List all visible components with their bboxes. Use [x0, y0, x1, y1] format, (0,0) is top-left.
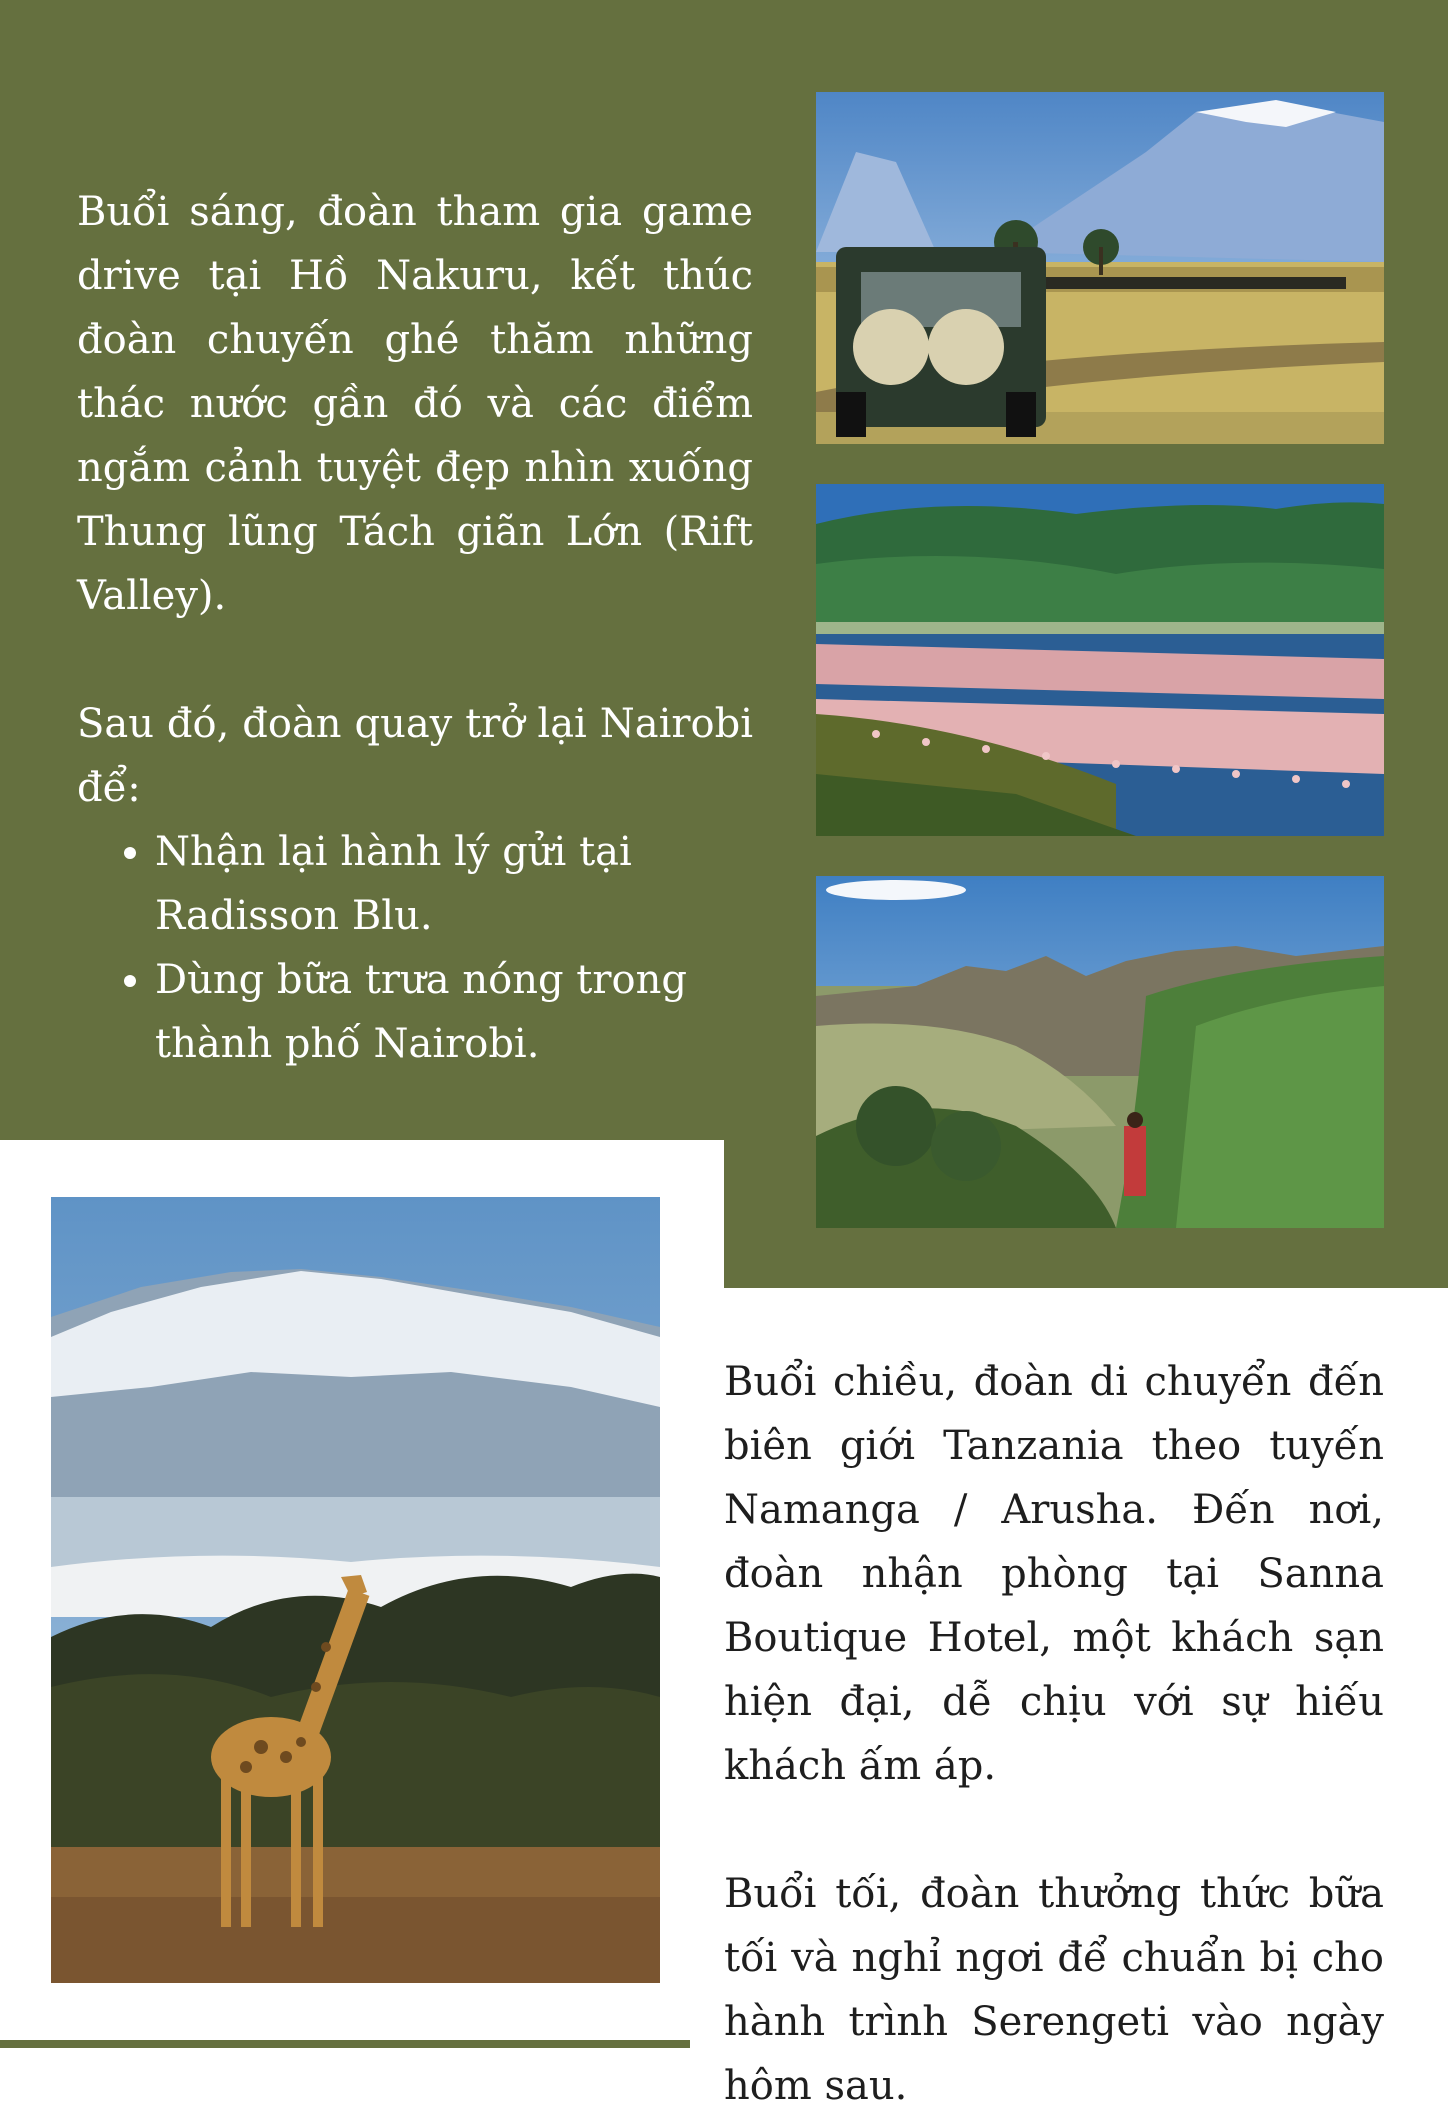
list-item: • Nhận lại hành lý gửi tại Radisson Blu.	[155, 820, 753, 948]
rift-valley-photo	[816, 876, 1384, 1228]
flamingo-lake-photo	[816, 484, 1384, 836]
morning-paragraph: Buổi sáng, đoàn tham gia game drive tại Hồ Nakuru, kết thúc đoàn chuyến ghé thăm những thác nước gần đó và các điểm ngắm cảnh tuyệt đẹp nhìn xuống Thung lũng Tách giãn Lớn (Rift Valley).	[77, 189, 753, 619]
top-text-block	[77, 180, 753, 1076]
list-item: • Dùng bữa trưa nóng trong thành phố Nairobi.	[155, 948, 753, 1076]
return-paragraph: Sau đó, đoàn quay trở lại Nairobi để:	[77, 701, 753, 811]
bottom-border-strip	[0, 2040, 690, 2048]
safari-jeep-photo	[816, 92, 1384, 444]
bottom-text-block	[724, 1350, 1384, 2118]
afternoon-paragraph: Buổi chiều, đoàn di chuyển đến biên giới Tanzania theo tuyến Namanga / Arusha. Đến nơi, đoàn nhận phòng tại Sanna Boutique Hotel, một khách sạn hiện đại, dễ chịu với sự hiếu khách ấm áp.	[724, 1359, 1384, 1789]
task-list	[77, 820, 753, 1076]
evening-paragraph: Buổi tối, đoàn thưởng thức bữa tối và nghỉ ngơi để chuẩn bị cho hành trình Serengeti vào ngày hôm sau.	[724, 1871, 1384, 2109]
kilimanjaro-giraffe-photo	[51, 1197, 660, 1983]
